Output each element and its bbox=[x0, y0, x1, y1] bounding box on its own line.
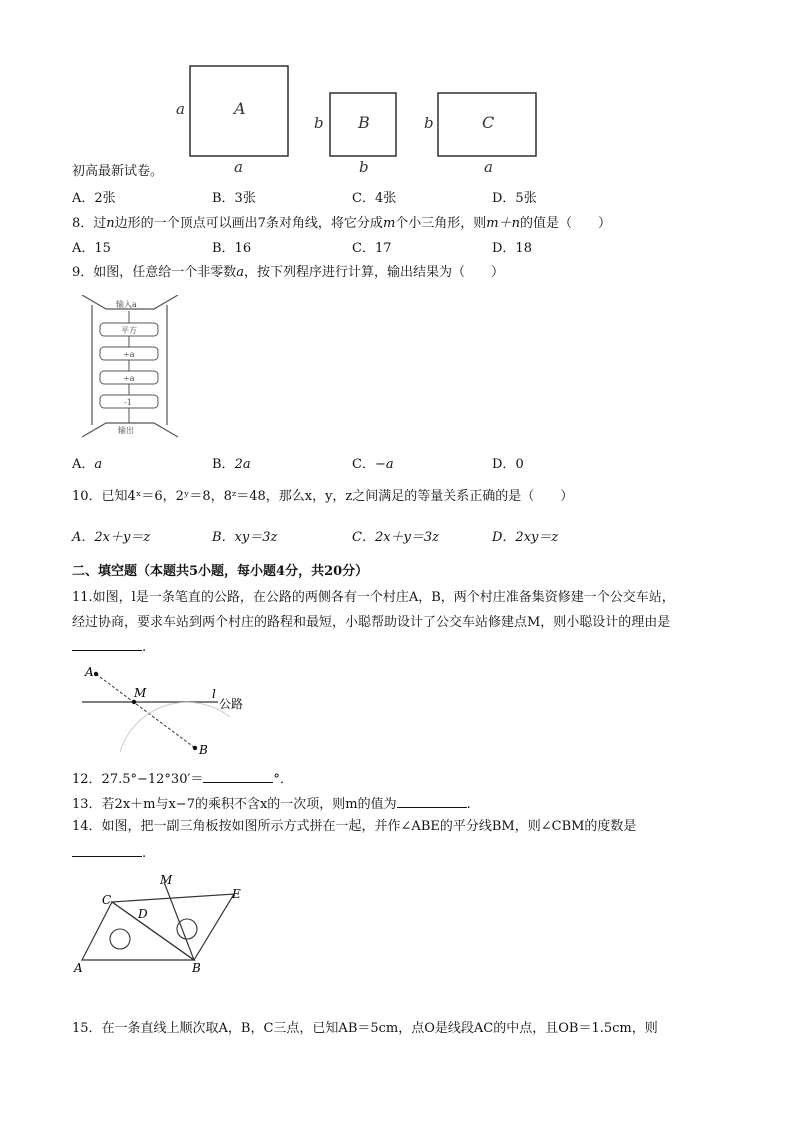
flow-output-label: 输出 bbox=[118, 426, 134, 435]
q14-line-1: 14．如图，把一副三角板按如图所示方式拼在一起，并作∠ABE的平分线BM，则∠CBM的度数是 bbox=[72, 819, 637, 834]
q7-option-c: C．4张 bbox=[352, 191, 397, 206]
q10-option-c: C．2x＋y＝3z bbox=[352, 530, 440, 545]
square-b-label: B bbox=[358, 113, 370, 132]
flow-input-label: 输入a bbox=[116, 300, 137, 309]
q11-line-2: 经过协商，要求车站到两个村庄的路程和最短，小聪帮助设计了公交车站修建点M，则小聪设计的理由是 bbox=[72, 615, 671, 630]
q14-answer-line: . bbox=[72, 842, 146, 863]
tri-label-b: B bbox=[192, 961, 201, 975]
q8-option-a: A．15 bbox=[72, 241, 111, 256]
tri-label-e: E bbox=[232, 887, 241, 901]
q7-option-a: A．2张 bbox=[72, 191, 116, 206]
q8-option-c: C．17 bbox=[352, 241, 392, 256]
road-label-l: l bbox=[212, 687, 216, 701]
section-2-heading: 二、填空题（本题共5小题，每小题4分，共20分） bbox=[72, 564, 369, 579]
flowchart-figure bbox=[72, 295, 187, 440]
tri-label-c: C bbox=[102, 893, 112, 907]
rect-c-bottom: a bbox=[484, 158, 493, 175]
road-label-road: 公路 bbox=[219, 697, 244, 711]
q15-stem: 15．在一条直线上顺次取A，B，C三点，已知AB＝5cm，点O是线段AC的中点，且OB＝1.5cm，则 bbox=[72, 1021, 658, 1036]
q10-option-d: D．2xy＝z bbox=[492, 530, 559, 545]
q11-line-1: 11.如图，l是一条笔直的公路，在公路的两侧各有一个村庄A，B，两个村庄准备集资修建一个公交车站， bbox=[72, 590, 675, 605]
q11-answer-line: . bbox=[72, 636, 146, 657]
svg-text:-1: -1 bbox=[124, 398, 132, 407]
square-b-bottom: b bbox=[359, 158, 369, 175]
rect-c-left: b bbox=[424, 114, 434, 132]
rectangles-figure bbox=[170, 60, 560, 175]
q9-stem: 9．如图，任意给一个非零数a，按下列程序进行计算，输出结果为（ ） bbox=[72, 265, 505, 280]
q10-option-b: B．xy＝3z bbox=[212, 530, 278, 545]
q9-option-d: D．0 bbox=[492, 457, 524, 472]
q7-option-d: D．5张 bbox=[492, 191, 537, 206]
tri-label-a: A bbox=[74, 961, 83, 975]
rect-c-label: C bbox=[482, 113, 495, 132]
square-a-label: A bbox=[234, 99, 246, 118]
triangles-figure bbox=[72, 872, 262, 982]
tri-label-d: D bbox=[138, 907, 148, 921]
q8-option-b: B．16 bbox=[212, 241, 252, 256]
road-label-m: M bbox=[134, 686, 147, 700]
q10-option-a: A．2x＋y＝z bbox=[72, 530, 151, 545]
q8-stem: 8．过n边形的一个顶点可以画出7条对角线，将它分成m个小三角形，则m＋n的值是（ ） bbox=[72, 216, 611, 231]
svg-text:÷a: ÷a bbox=[123, 374, 135, 383]
q12: 12．27.5°−12°30′＝ °． bbox=[72, 768, 293, 789]
top-note: 初高最新试卷。 bbox=[72, 164, 164, 179]
road-label-a: A bbox=[85, 665, 94, 679]
square-a-left: a bbox=[176, 100, 185, 118]
road-figure bbox=[80, 662, 260, 762]
q9-option-b: B．2a bbox=[212, 457, 251, 472]
road-label-b: B bbox=[199, 743, 208, 757]
q9-option-a: A．a bbox=[72, 457, 103, 472]
svg-text:÷a: ÷a bbox=[123, 350, 135, 359]
tri-label-m: M bbox=[160, 873, 173, 887]
q10-stem: 10．已知4ˣ＝6，2ʸ＝8，8ᶻ＝48，那么x，y，z之间满足的等量关系正确的是（ ） bbox=[72, 489, 574, 504]
square-a-bottom: a bbox=[234, 158, 243, 175]
svg-text:平方: 平方 bbox=[121, 326, 137, 335]
q7-option-b: B．3张 bbox=[212, 191, 256, 206]
q13: 13．若2x＋m与x−7的乘积不含x的一次项，则m的值为 . bbox=[72, 793, 471, 814]
q8-option-d: D．18 bbox=[492, 241, 532, 256]
q9-option-c: C．−a bbox=[352, 457, 394, 472]
square-b-left: b bbox=[314, 114, 324, 132]
